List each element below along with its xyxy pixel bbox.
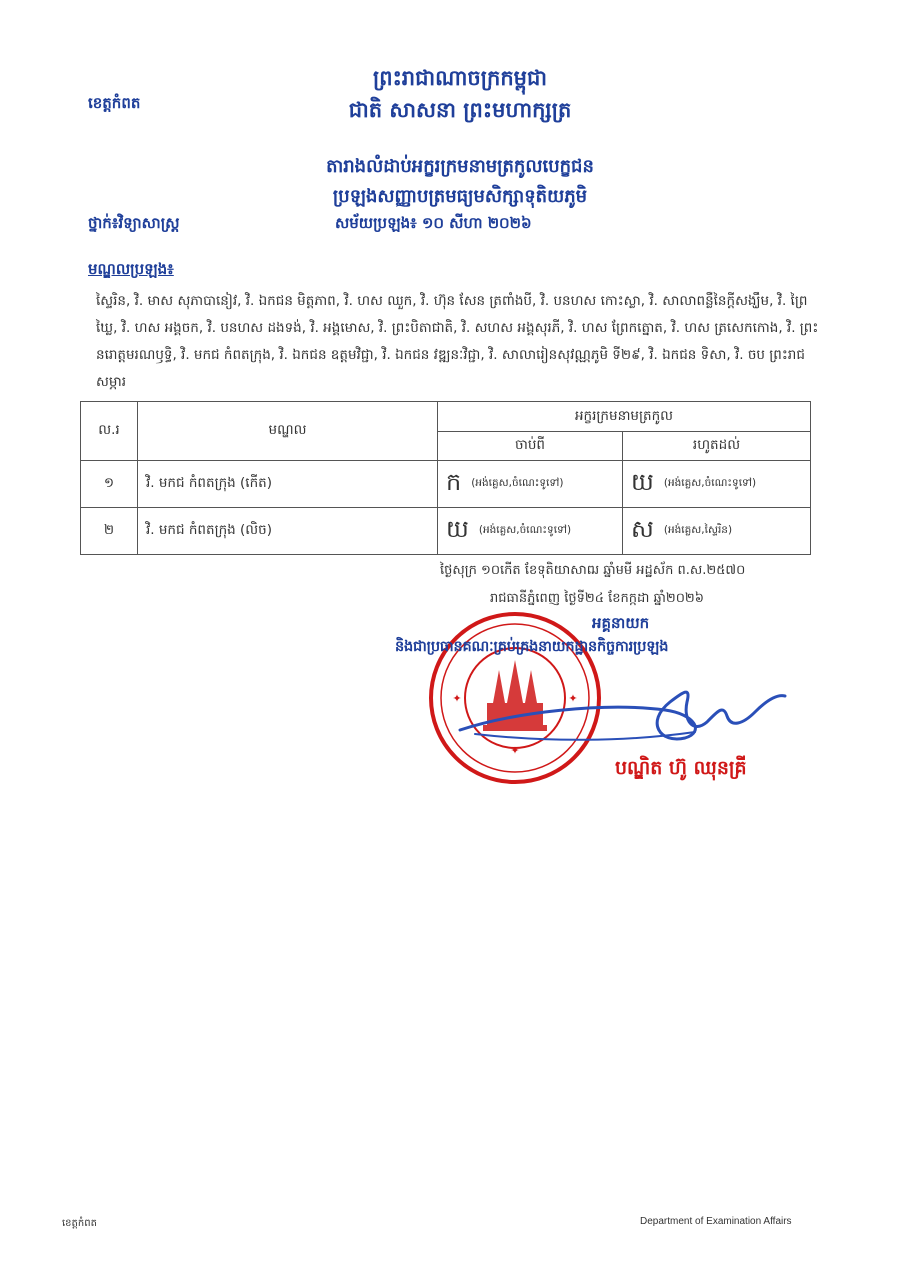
row-from (438, 508, 623, 555)
footer-department: Department of Examination Affairs (640, 1216, 792, 1227)
col-header-alphabet: អក្ខរក្រមនាមត្រកូល (438, 402, 811, 432)
footer-province: ខេត្តកំពត (62, 1218, 97, 1229)
row-from (438, 461, 623, 508)
from-letter: យ (446, 514, 469, 543)
col-header-to: រហូតដល់ (623, 432, 811, 461)
kingdom-header (300, 62, 620, 126)
row-center-name: វិ. មកជ កំពតក្រុង (លិច) (138, 508, 438, 555)
exam-session: សម័យប្រឡង៖ ១០ សីហា ២០២៦ (335, 214, 532, 232)
col-header-no: ល.រ (81, 402, 138, 461)
exam-centers-list: ស្ទៃរិន, វិ. មាស សុភាបានៀវ, វិ. ឯកជន មិត្តភាព, វិ. ហស ឈួក, វិ. ហ៊ុន សែន ត្រពាំងបី, វិ. បនហស កោះស្លា, វិ. សាលាពន្លឺនៃក្តីសង្ឃឹម, វិ. ព្រៃឃ្លៃ, វិ. ហស អង្គចក, វិ. បនហស ដងទង់, វិ. អង្គមោស, វិ. ព្រះបិតាជាតិ, វិ. សហស អង្គសុរភី, វិ. ហស ព្រែកត្នោត, វិ. ហស ត្រសេកកោង, វិ. ព្រះនរោត្តមរណឫទ្ធិ, វិ. មកជ កំពតក្រុង, វិ. ឯកជន ឧត្តមវិជ្ជា, វិ. ឯកជន វឌ្ឍនៈវិជ្ជា, វិ. សាលារៀនសុវណ្ណភូមិ ទី២៩, វិ. ឯកជន ទិសា, វិ. ចប ព្រះរាជសម្ភារ (96, 293, 819, 390)
from-note: (អង់គ្លេស,ចំណេះទូទៅ) (471, 476, 564, 489)
solar-date: រាជធានីភ្នំពេញ ថ្ងៃទី២៤ ខែកក្កដា ឆ្នាំ២០២៦ (490, 591, 704, 606)
class-label: ថ្នាក់៖វិទ្យាសាស្ត្រ (88, 214, 180, 232)
svg-text:✦: ✦ (510, 744, 520, 757)
col-header-from: ចាប់ពី (438, 432, 623, 461)
row-center-name: វិ. មកជ កំពតក្រុង (កើត) (138, 461, 438, 508)
signer-name: បណ្ឌិត ហ៊ូ ឈុនគ្រី (615, 757, 747, 779)
to-note: (អង់គ្លេស,ស្ទៃរិន) (663, 523, 733, 536)
document-title (250, 152, 670, 212)
svg-text:✦: ✦ (568, 692, 578, 705)
province-label: ខេត្តកំពត (88, 94, 141, 112)
to-letter: យ (631, 467, 654, 496)
row-number: ១ (81, 461, 138, 508)
row-number: ២ (81, 508, 138, 555)
from-note: (អង់គ្លេស,ចំណេះទូទៅ) (478, 523, 572, 536)
lunar-date: ថ្ងៃសុក្រ ១០កើត ខែទុតិយាសាឍ ឆ្នាំមមី អដ្ឋស័ក ព.ស.២៥៧០ (440, 563, 746, 578)
col-header-center: មណ្ឌល (138, 402, 438, 461)
to-letter: ស (631, 514, 654, 543)
signer-rank: អគ្គនាយក (592, 614, 650, 632)
row-to (623, 461, 811, 508)
svg-text:✦: ✦ (452, 692, 462, 705)
signer-position: និងជាប្រធានគណៈគ្រប់គ្រងនាយកដ្ឋានកិច្ចការប្រឡង (395, 639, 669, 655)
row-to (623, 508, 811, 555)
kingdom-name: ព្រះរាជាណាចក្រកម្ពុជា (372, 66, 547, 90)
table-row (81, 461, 811, 508)
from-letter: ក (446, 467, 462, 496)
title-line-2: ប្រឡងសញ្ញាបត្រមធ្យមសិក្សាទុតិយភូមិ (332, 186, 588, 207)
national-motto: ជាតិ សាសនា ព្រះមហាក្សត្រ (348, 98, 572, 122)
alphabet-range-table (80, 401, 811, 555)
table-row (81, 508, 811, 555)
to-note: (អង់គ្លេស,ចំណេះទូទៅ) (663, 476, 757, 489)
exam-centers-heading: មណ្ឌលប្រឡង៖ (88, 260, 174, 278)
title-line-1: តារាងលំដាប់អក្ខរក្រមនាមត្រកូលបេក្ខជន (326, 156, 594, 177)
